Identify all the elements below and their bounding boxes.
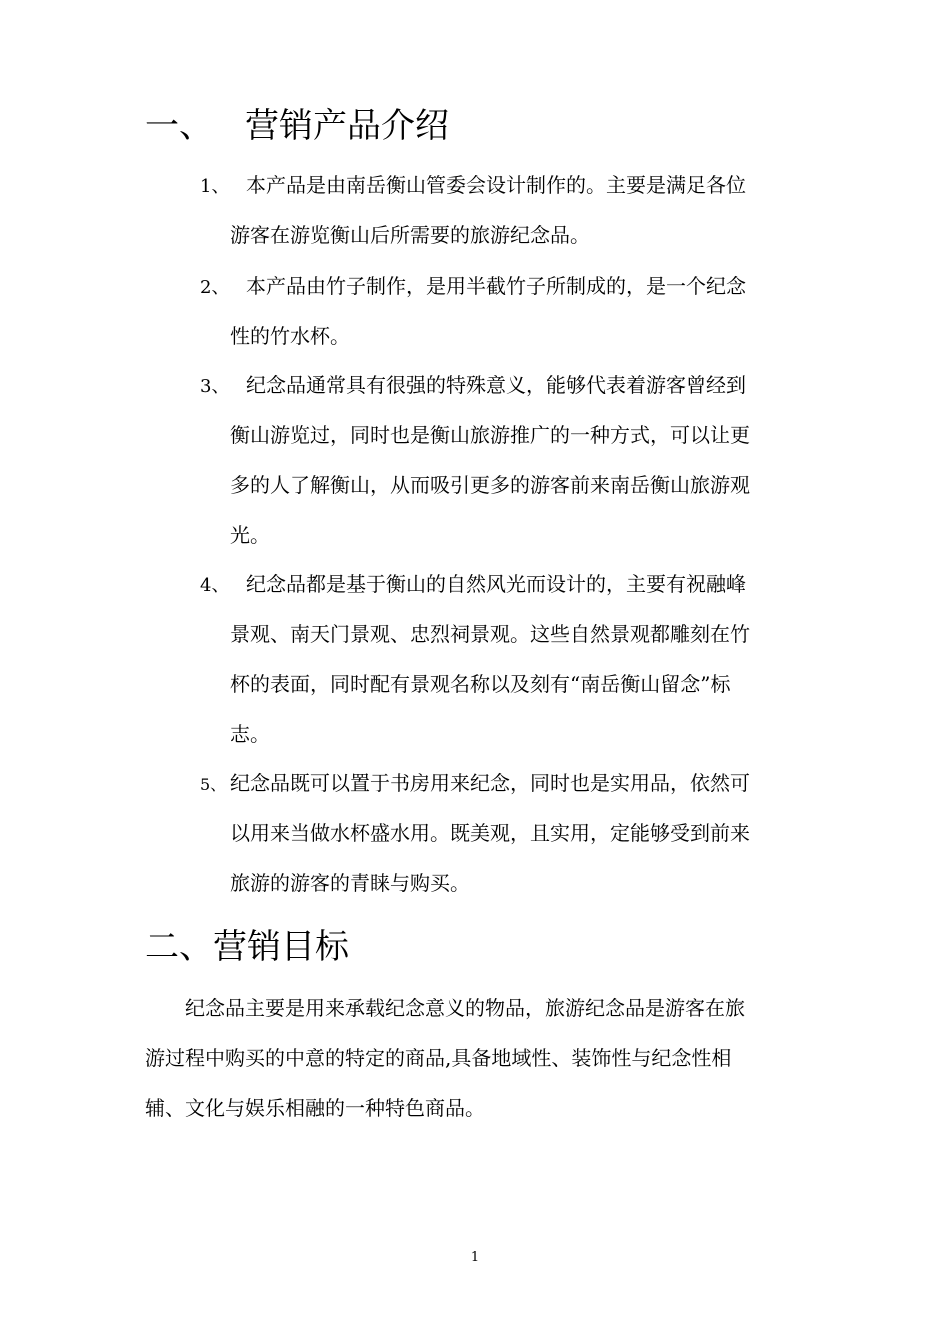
list-item-text: 景观、南天门景观、忠烈祠景观。这些自然景观都雕刻在竹 [230,622,750,646]
list-item-4 [200,559,810,759]
page-number: 1 [470,1250,480,1265]
list-item-text: 纪念品通常具有很强的特殊意义，能够代表着游客曾经到 [246,373,746,397]
paragraph-line: 游过程中购买的中意的特定的商品,具备地域性、装饰性与纪念性相 [145,1046,732,1070]
list-item-text: 本产品是由南岳衡山管委会设计制作的。主要是满足各位 [246,173,746,197]
list-item-text: 光。 [230,523,270,547]
list-item-text: 纪念品既可以置于书房用来纪念，同时也是实用品，依然可 [230,771,750,795]
list-item-text: 本产品由竹子制作，是用半截竹子所制成的，是一个纪念 [246,274,746,298]
list-marker: 3、 [200,376,230,397]
list-item-2 [200,261,810,361]
list-item-text: 杯的表面，同时配有景观名称以及刻有“南岳衡山留念”标 [230,672,731,696]
list-marker: 4、 [200,575,230,596]
list-item-text: 旅游的游客的青睐与购买。 [230,871,470,895]
section-2-title: 营销目标 [213,927,349,967]
section-1-number: 一、 [145,106,213,146]
section-1-heading [145,106,449,146]
section-2-heading [145,927,349,967]
list-item-text: 以用来当做水杯盛水用。既美观，且实用，定能够受到前来 [230,821,750,845]
list-item-5 [200,758,810,908]
section-1-title: 营销产品介绍 [245,106,449,146]
paragraph-line: 辅、文化与娱乐相融的一种特色商品。 [145,1096,485,1120]
list-item-text: 纪念品都是基于衡山的自然风光而设计的，主要有祝融峰 [246,572,746,596]
section-2-number: 二、 [145,927,213,967]
list-marker: 5、 [200,775,227,794]
list-item-3 [200,360,810,560]
list-item-text: 志。 [230,722,270,746]
list-item-text: 衡山游览过，同时也是衡山旅游推广的一种方式，可以让更 [230,423,750,447]
list-item-text: 多的人了解衡山，从而吸引更多的游客前来南岳衡山旅游观 [230,473,750,497]
list-item-1 [200,160,810,260]
list-marker: 2、 [200,277,230,298]
list-marker: 1、 [200,176,230,197]
paragraph-line: 纪念品主要是用来承载纪念意义的物品，旅游纪念品是游客在旅 [185,996,745,1020]
list-item-text: 性的竹水杯。 [230,324,350,348]
list-item-text: 游客在游览衡山后所需要的旅游纪念品。 [230,223,590,247]
section-2-paragraph [145,983,810,1133]
